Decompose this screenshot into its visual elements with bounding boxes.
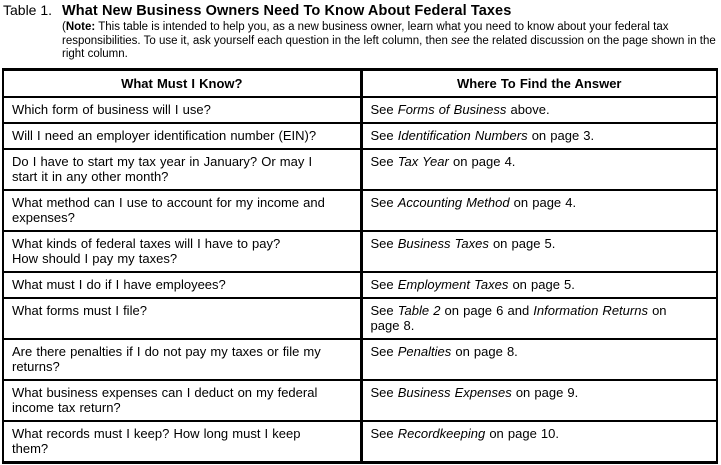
answer-cell: See Table 2 on page 6 and Information Returns on page 8. <box>361 298 717 339</box>
table-header-row <box>3 70 717 98</box>
question-cell: What business expenses can I deduct on my federal income tax return? <box>3 380 361 421</box>
question-cell: What forms must I file? <box>3 298 361 339</box>
federal-taxes-table <box>2 68 718 464</box>
note-paren: ( <box>62 21 66 33</box>
question-cell: What kinds of federal taxes will I have to pay? How should I pay my taxes? <box>3 231 361 272</box>
table-row <box>3 272 717 298</box>
answer-cell: See Accounting Method on page 4. <box>361 190 717 231</box>
table-row <box>3 123 717 149</box>
question-cell: Do I have to start my tax year in January? Or may I start it in any other month? <box>3 149 361 190</box>
table-row <box>3 231 717 272</box>
note-text-after: the related discussion on the page shown in the right column. <box>62 34 716 60</box>
table-body <box>3 97 717 463</box>
answer-cell: See Identification Numbers on page 3. <box>361 123 717 149</box>
table-row <box>3 421 717 463</box>
table-row <box>3 97 717 123</box>
answer-cell: See Tax Year on page 4. <box>361 149 717 190</box>
question-cell: What records must I keep? How long must I keep them? <box>3 421 361 463</box>
table-row <box>3 149 717 190</box>
answer-cell: See Recordkeeping on page 10. <box>361 421 717 463</box>
answer-cell: See Employment Taxes on page 5. <box>361 272 717 298</box>
answer-cell: See Forms of Business above. <box>361 97 717 123</box>
question-cell: Will I need an employer identification number (EIN)? <box>3 123 361 149</box>
table-title-text: What New Business Owners Need To Know About Federal Taxes <box>62 3 512 19</box>
table-note <box>62 21 716 62</box>
question-cell: Which form of business will I use? <box>3 97 361 123</box>
table-row <box>3 298 717 339</box>
table-row <box>3 190 717 231</box>
note-text-before: This table is intended to help you, as a new business owner, learn what you need to know about your federal tax responsibilities. To use it, ask yourself each question in the left column, then <box>62 21 669 47</box>
table-number-label: Table 1. <box>3 2 53 18</box>
table-row <box>3 339 717 380</box>
header-what-must-i-know: What Must I Know? <box>3 70 361 98</box>
answer-cell: See Penalties on page 8. <box>361 339 717 380</box>
note-label: Note: <box>65 21 96 33</box>
question-cell: What method can I use to account for my income and expenses? <box>3 190 361 231</box>
header-where-to-find-answer: Where To Find the Answer <box>361 70 717 98</box>
document-title <box>3 2 511 19</box>
answer-cell: See Business Expenses on page 9. <box>361 380 717 421</box>
answer-cell: See Business Taxes on page 5. <box>361 231 717 272</box>
table-row <box>3 380 717 421</box>
question-cell: Are there penalties if I do not pay my taxes or file my returns? <box>3 339 361 380</box>
note-see-word: see <box>451 34 470 47</box>
question-cell: What must I do if I have employees? <box>3 272 361 298</box>
